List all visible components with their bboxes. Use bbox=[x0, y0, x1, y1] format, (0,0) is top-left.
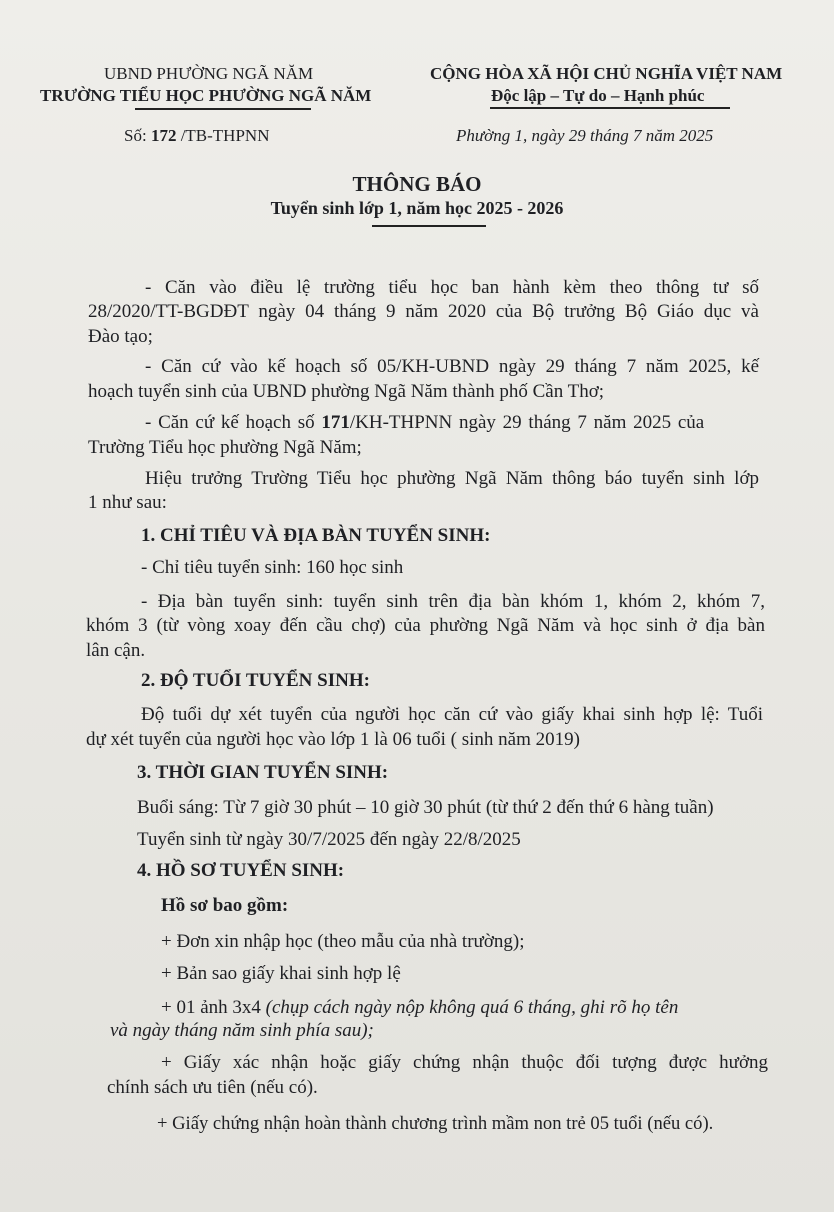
section-3-line-1: Buổi sáng: Từ 7 giờ 30 phút – 10 giờ 30 phút (từ thứ 2 đến thứ 6 hàng tuần) bbox=[137, 797, 714, 818]
document-title: THÔNG BÁO bbox=[352, 172, 482, 196]
section-2-heading: 2. ĐỘ TUỔI TUYỂN SINH: bbox=[141, 670, 370, 691]
preamble-1-line-3: Đào tạo; bbox=[88, 326, 153, 347]
document-date: Phường 1, ngày 29 tháng 7 năm 2025 bbox=[456, 126, 714, 145]
issuer-authority: UBND PHƯỜNG NGÃ NĂM bbox=[104, 64, 314, 83]
required-item-3-line-1: + 01 ảnh 3x4 (chụp cách ngày nộp không quá 6 tháng, ghi rõ họ tên bbox=[161, 997, 679, 1018]
required-item-5: + Giấy chứng nhận hoàn thành chương trình mầm non trẻ 05 tuổi (nếu có). bbox=[157, 1113, 714, 1134]
preamble-1-line-1: - Căn vào điều lệ trường tiểu học ban hành kèm theo thông tư số bbox=[145, 277, 759, 298]
section-3-line-2: Tuyển sinh từ ngày 30/7/2025 đến ngày 22/8/2025 bbox=[137, 829, 521, 850]
section-3-heading: 3. THỜI GIAN TUYỂN SINH: bbox=[137, 762, 389, 783]
title-underline bbox=[372, 225, 486, 227]
section-4-heading: 4. HỒ SƠ TUYỂN SINH: bbox=[137, 860, 345, 881]
section-4-subheading: Hồ sơ bao gồm: bbox=[161, 895, 289, 916]
section-1-heading: 1. CHỈ TIÊU VÀ ĐỊA BÀN TUYỂN SINH: bbox=[141, 525, 491, 546]
section-1-line-2: - Địa bàn tuyển sinh: tuyển sinh trên địa bàn khóm 1, khóm 2, khóm 7, bbox=[141, 591, 765, 612]
preamble-2-line-2: hoạch tuyển sinh của UBND phường Ngã Năm thành phố Cần Thơ; bbox=[88, 381, 605, 402]
section-2-line-1: Độ tuổi dự xét tuyển của người học căn cứ vào giấy khai sinh hợp lệ: Tuổi bbox=[141, 704, 763, 725]
motto-underline bbox=[490, 107, 730, 109]
issuer-school: TRƯỜNG TIỂU HỌC PHƯỜNG NGÃ NĂM bbox=[40, 86, 372, 105]
document-number: Số: 172 /TB-THPNN bbox=[124, 126, 270, 145]
preamble-4-line-2: 1 như sau: bbox=[88, 492, 167, 513]
section-1-line-4: lân cận. bbox=[86, 640, 146, 661]
document-subtitle: Tuyển sinh lớp 1, năm học 2025 - 2026 bbox=[270, 198, 564, 218]
preamble-2-line-1: - Căn cứ vào kế hoạch số 05/KH-UBND ngày 29 tháng 7 năm 2025, kế bbox=[145, 356, 759, 377]
issuer-underline bbox=[135, 108, 311, 110]
preamble-3-line-1: - Căn cứ kế hoạch số 171/KH-THPNN ngày 29 tháng 7 năm 2025 của bbox=[145, 412, 705, 433]
preamble-3-line-2: Trường Tiểu học phường Ngã Năm; bbox=[88, 437, 362, 458]
section-1-line-1: - Chỉ tiêu tuyển sinh: 160 học sinh bbox=[141, 557, 404, 578]
required-item-1: + Đơn xin nhập học (theo mẫu của nhà trường); bbox=[161, 931, 525, 952]
required-item-4-line-2: chính sách ưu tiên (nếu có). bbox=[107, 1077, 318, 1098]
national-motto: Độc lập – Tự do – Hạnh phúc bbox=[491, 86, 705, 105]
required-item-4-line-1: + Giấy xác nhận hoặc giấy chứng nhận thuộc đối tượng được hưởng bbox=[161, 1052, 768, 1073]
national-title: CỘNG HÒA XÃ HỘI CHỦ NGHĨA VIỆT NAM bbox=[430, 64, 783, 83]
required-item-3-line-2: và ngày tháng năm sinh phía sau); bbox=[110, 1020, 374, 1041]
section-2-line-2: dự xét tuyển của người học vào lớp 1 là 06 tuổi ( sinh năm 2019) bbox=[86, 729, 580, 750]
section-1-line-3: khóm 3 (từ vòng xoay đến cầu chợ) của phường Ngã Năm và học sinh ở địa bàn bbox=[86, 615, 765, 636]
preamble-1-line-2: 28/2020/TT-BGDĐT ngày 04 tháng 9 năm 2020 của Bộ trưởng Bộ Giáo dục và bbox=[88, 301, 759, 322]
preamble-4-line-1: Hiệu trưởng Trường Tiểu học phường Ngã Năm thông báo tuyển sinh lớp bbox=[145, 468, 759, 489]
required-item-2: + Bản sao giấy khai sinh hợp lệ bbox=[161, 963, 401, 984]
